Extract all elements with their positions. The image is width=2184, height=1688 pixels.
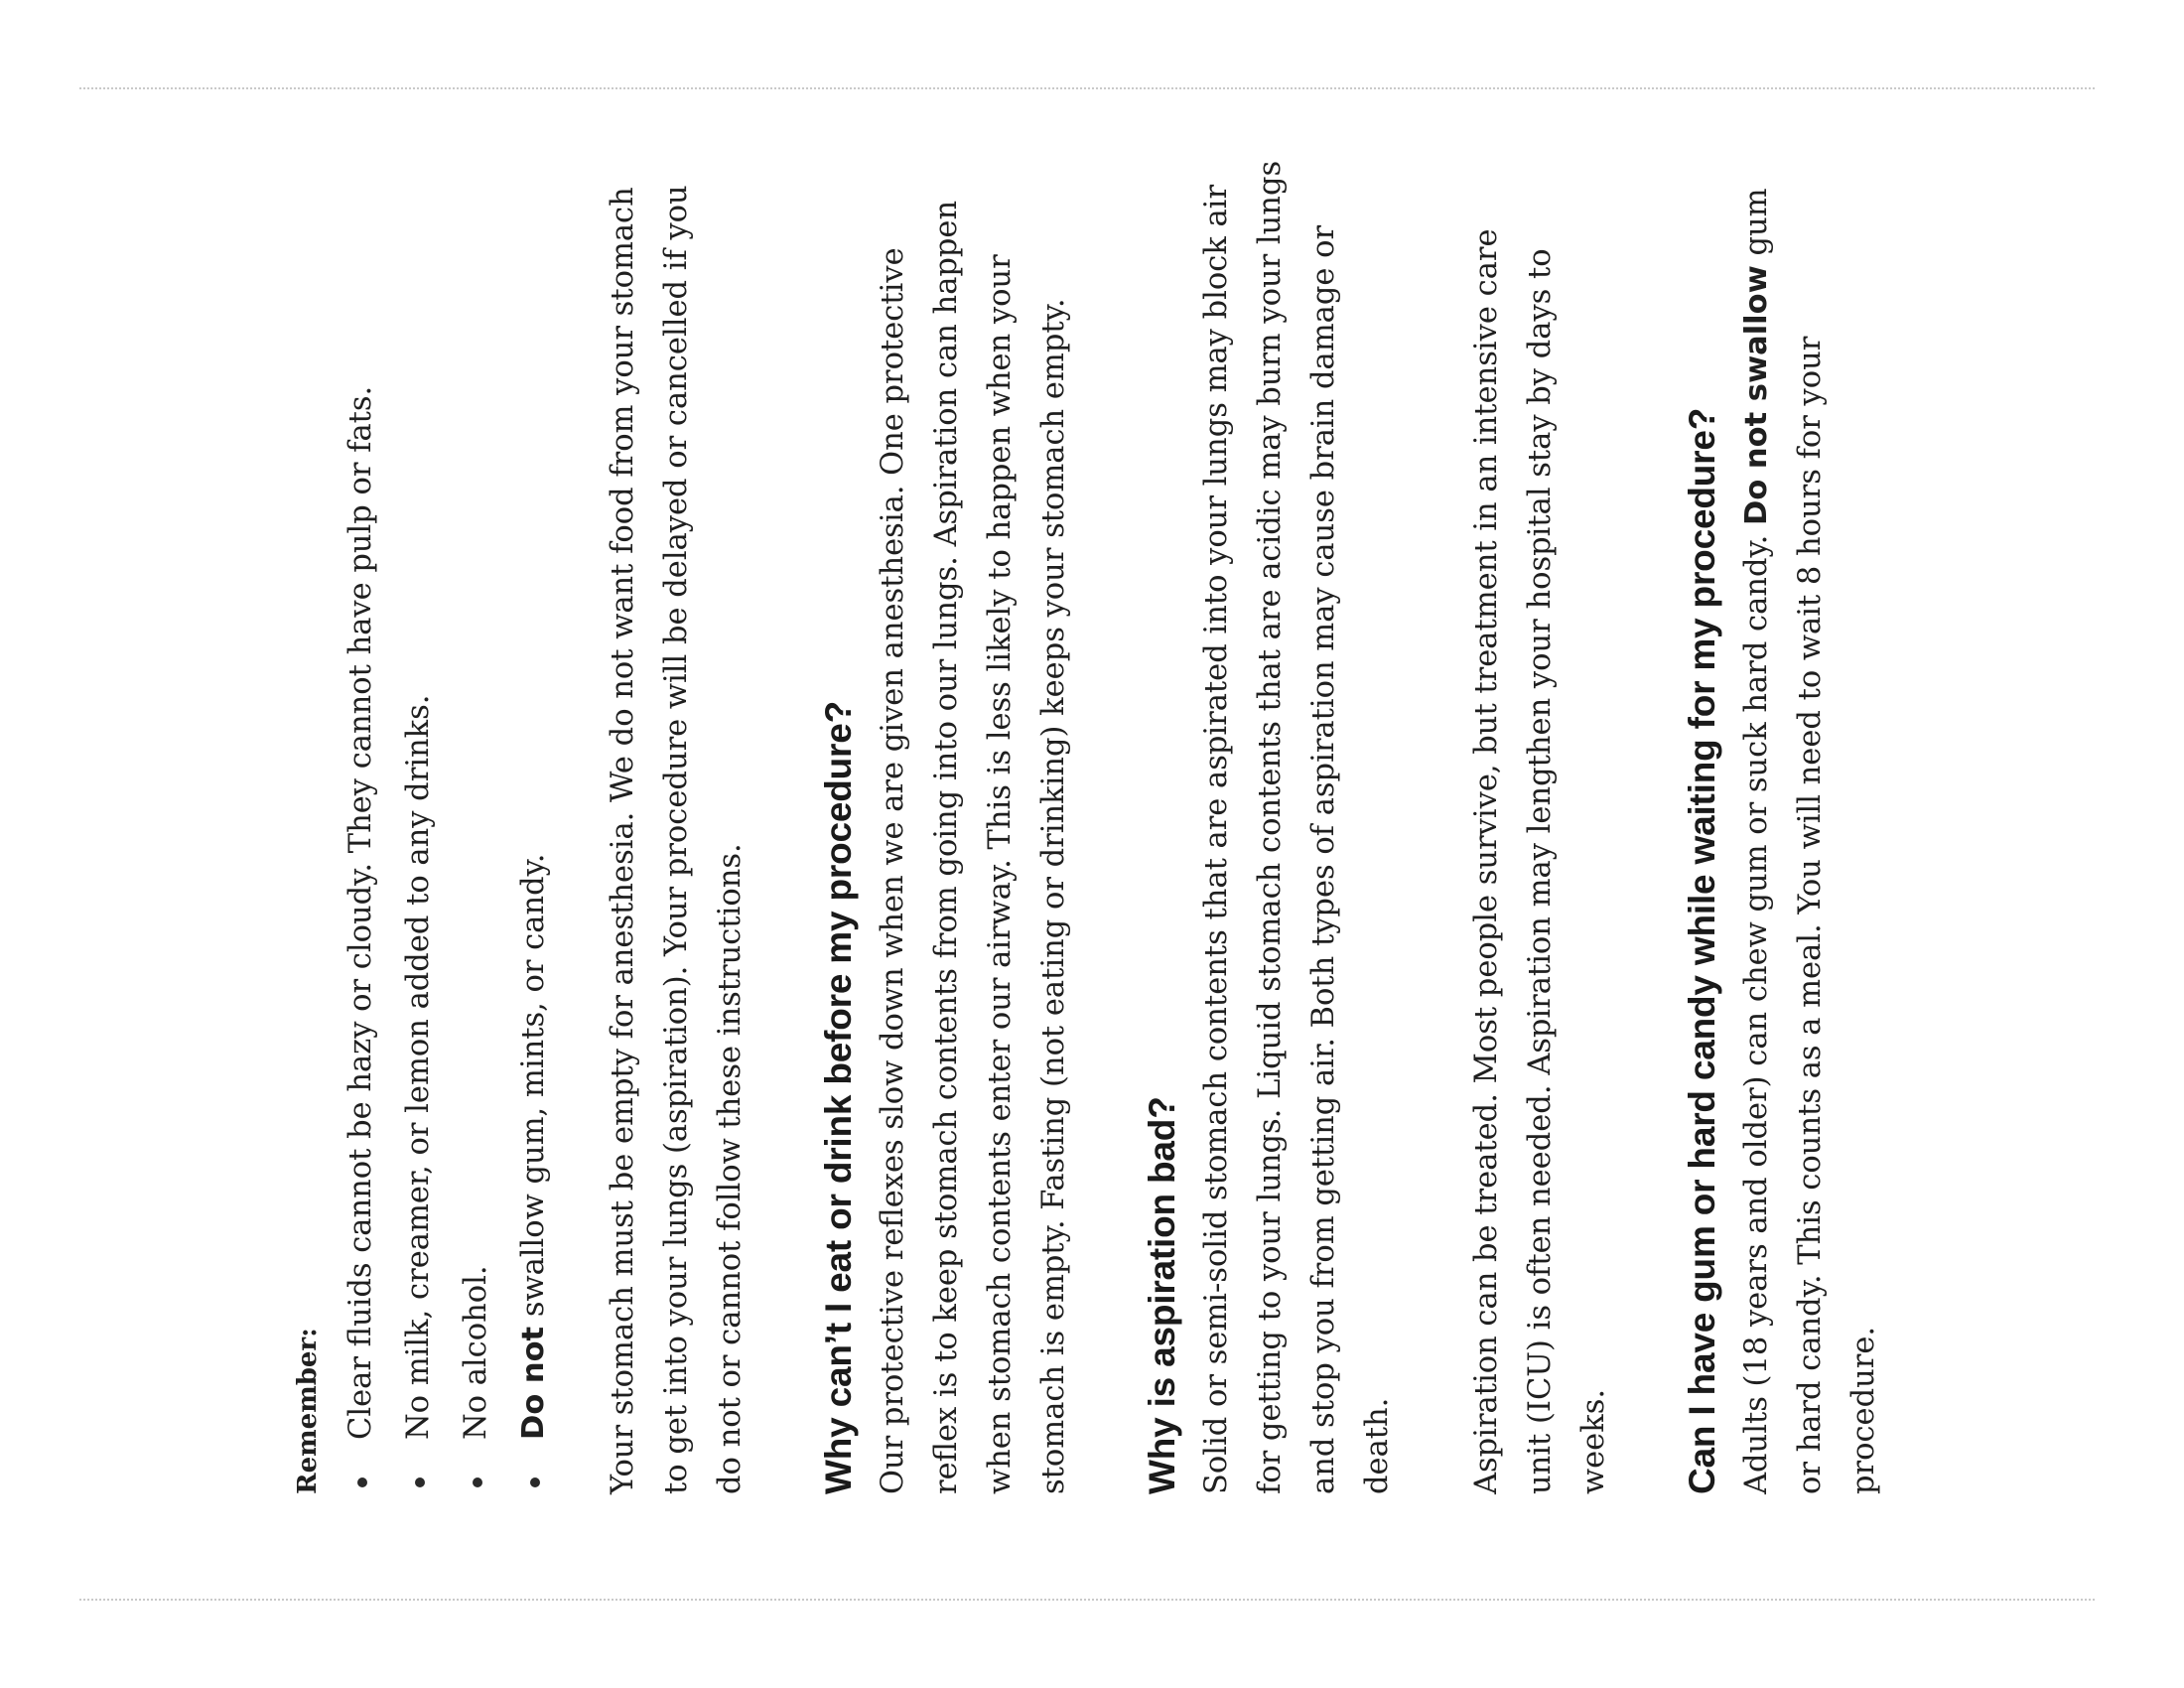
- bullet-text: No alcohol.: [459, 1265, 493, 1440]
- intro-paragraph: Your stomach must be empty for anesthesia. We do not want food from your stomach to get into your lungs (aspiration). Your procedure will be delayed or cancelled if you do not or cannot follow these instructions.: [606, 185, 748, 1494]
- section-heading-gum-candy: Can I have gum or hard candy while waiting for my procedure?: [1682, 407, 1722, 1494]
- bullet-bold-text: Do not: [516, 1326, 551, 1440]
- rotated-content: [281, 159, 1891, 1494]
- bullet-icon: [530, 1477, 540, 1487]
- list-item: [392, 159, 446, 1440]
- remember-list: [335, 159, 561, 1494]
- bullet-icon: [473, 1477, 482, 1487]
- section-heading-aspiration: Why is aspiration bad?: [1142, 1096, 1182, 1494]
- bottom-dotted-rule: [79, 1599, 2095, 1601]
- section-paragraph: [1730, 159, 1891, 1494]
- bullet-icon: [415, 1477, 425, 1487]
- bullet-text: swallow gum, mints, or candy.: [516, 853, 551, 1327]
- paragraph-text: gum or hard candy. This counts as a meal. You will need to wait 8 hours for your procedure.: [1739, 188, 1881, 1494]
- remember-label: Remember:: [293, 1328, 323, 1494]
- paragraph-bold-text: Do not swallow: [1739, 265, 1774, 525]
- paragraph-text: Adults (18 years and older) can chew gum or suck hard candy.: [1739, 524, 1774, 1494]
- section-paragraph: Solid or semi-solid stomach contents that are aspirated into your lungs may block air for getting to your lungs. Liquid stomach contents that are acidic may burn your lungs and stop you from getting air. Both types of aspiration may cause brain damage or death.: [1199, 160, 1395, 1494]
- bullet-icon: [357, 1477, 367, 1487]
- list-item: [450, 159, 503, 1440]
- bullet-text: Clear fluids cannot be hazy or cloudy. They cannot have pulp or fats.: [343, 385, 378, 1440]
- section-paragraph: Our protective reflexes slow down when we are given anesthesia. One protective reflex is to keep stomach contents from going into our lungs. Aspiration can happen when stomach contents enter our airway. This is less likely to happen when your stomach is empty. Fasting (not eating or drinking) keeps your stomach empty.: [876, 200, 1071, 1494]
- section-paragraph: Aspiration can be treated. Most people survive, but treatment in an intensive care unit (ICU) is often needed. Aspiration may lengthen your hospital stay by days to weeks.: [1469, 228, 1611, 1494]
- bullet-text: No milk, creamer, or lemon added to any drinks.: [401, 694, 436, 1440]
- list-item: [507, 159, 561, 1440]
- section-heading-why-fast: Why can’t I eat or drink before my procedure?: [818, 700, 859, 1494]
- list-item: [335, 159, 388, 1440]
- top-dotted-rule: [79, 87, 2095, 89]
